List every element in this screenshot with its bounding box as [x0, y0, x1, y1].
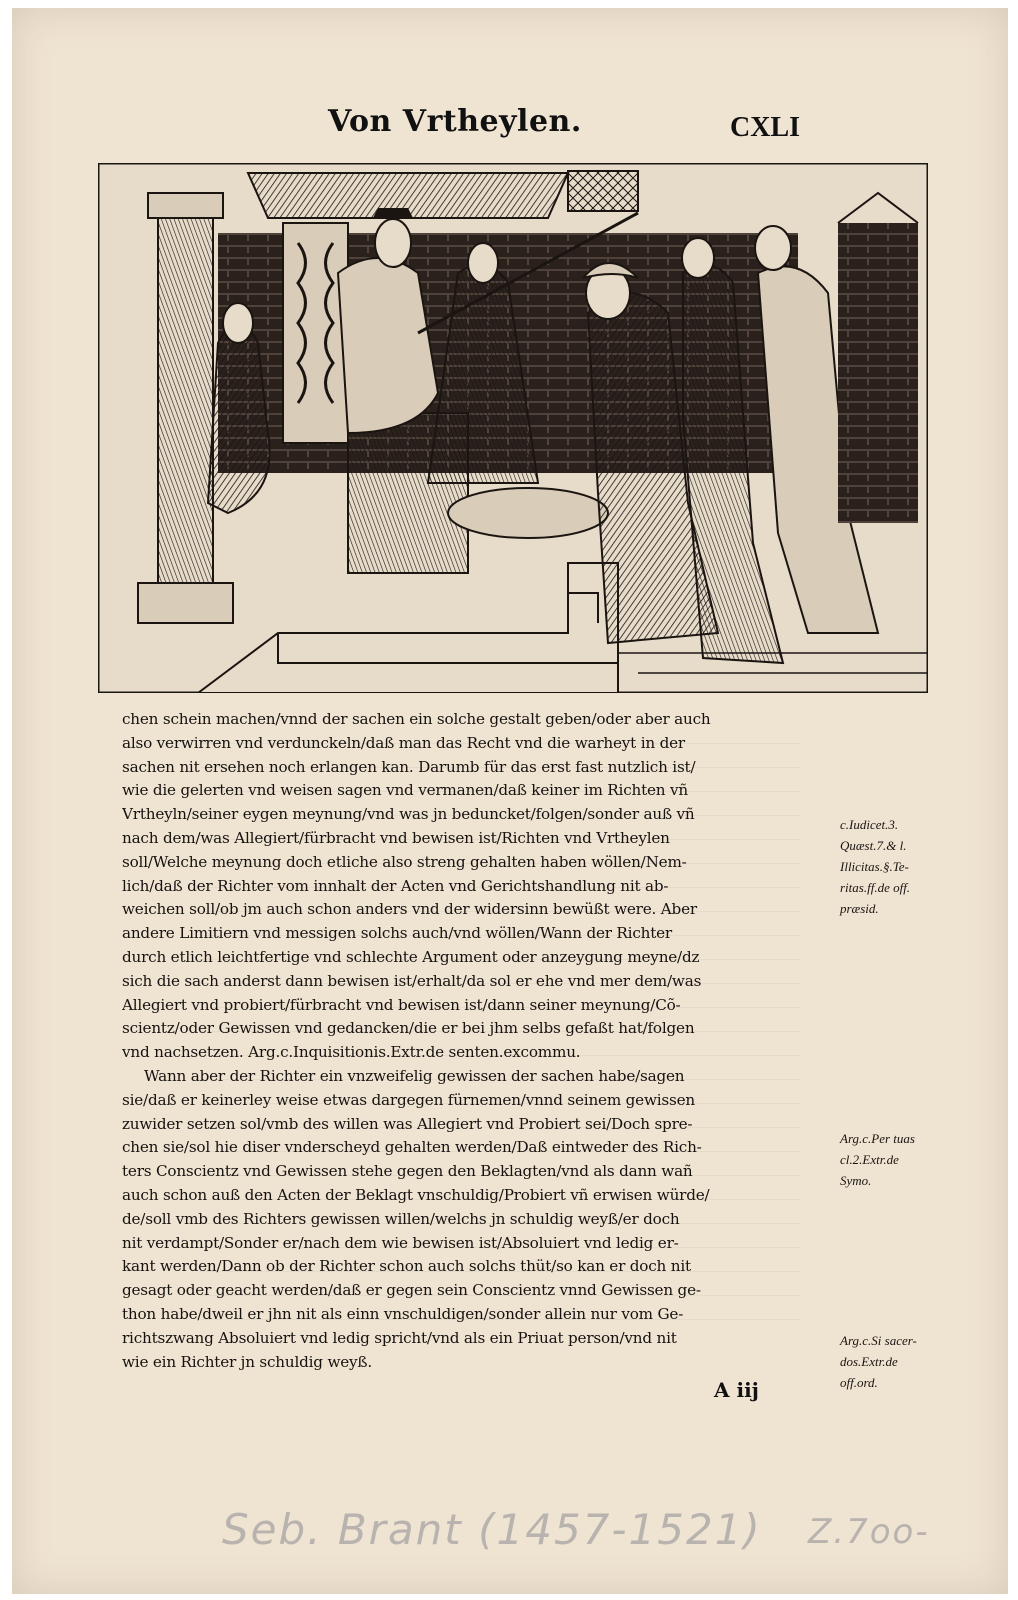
woodcut-icon: [98, 163, 928, 693]
text-line: Wann aber der Richter ein vnzweifelig gewissen der sachen habe/sagen: [144, 1066, 685, 1085]
text-line: wie die gelerten vnd weisen sagen vnd vermanen/daß keiner im Richten vñ: [122, 781, 688, 800]
marginal-gloss-3: [840, 1330, 950, 1393]
text-line: nach dem/was Allegiert/fürbracht vnd bewisen ist/Richten vnd Vrtheylen: [122, 828, 670, 847]
marginal-gloss-2: [840, 1128, 950, 1191]
gloss-line: off.ord.: [840, 1375, 878, 1390]
gloss-line: cl.2.Extr.de: [840, 1152, 899, 1167]
running-head: Von Vrtheylen.: [328, 104, 582, 139]
text-line: wie ein Richter jn schuldig weyß.: [122, 1352, 372, 1371]
gloss-line: Arg.c.Si sacer-: [840, 1333, 917, 1348]
text-line: nit verdampt/Sonder er/nach dem wie bewisen ist/Absoluiert vnd ledig er-: [122, 1233, 679, 1252]
text-line: chen schein machen/vnnd der sachen ein solche gestalt geben/oder aber auch: [122, 710, 711, 728]
text-line: ters Conscientz vnd Gewissen stehe gegen den Beklagten/vnd als dann wañ: [122, 1162, 693, 1181]
text-line: gesagt oder geacht werden/daß er gegen sein Conscientz vnnd Gewissen ge-: [122, 1281, 701, 1300]
text-line: chen sie/sol hie diser vnderscheyd gehalten werden/Daß eintweder des Rich-: [122, 1138, 702, 1157]
gloss-line: Arg.c.Per tuas: [840, 1131, 915, 1146]
text-line: auch schon auß den Acten der Beklagt vnschuldig/Probiert vñ erwisen würde/: [122, 1185, 710, 1204]
gloss-line: c.Iudicet.3.: [840, 817, 899, 832]
text-line: andere Limitiern vnd messigen solchs auch/vnd wöllen/Wann der Richter: [122, 924, 672, 943]
folio-number: CXLI: [730, 112, 801, 143]
signature-mark: A iij: [714, 1378, 759, 1402]
gloss-line: Symo.: [840, 1173, 872, 1188]
text-line: kant werden/Dann ob der Richter schon auch solchs thüt/so kan er doch nit: [122, 1257, 691, 1276]
text-line: weichen soll/ob jm auch schon anders vnd der widersinn bewüßt were. Aber: [122, 900, 697, 919]
text-line: sich die sach anderst dann bewisen ist/erhalt/da sol er ehe vnd mer dem/was: [122, 971, 702, 990]
body-text: [122, 708, 832, 1374]
text-line: Allegiert vnd probiert/fürbracht vnd bewisen ist/dann seiner meynung/Cõ-: [122, 995, 681, 1014]
text-line: de/soll vmb des Richters gewissen willen/welchs jn schuldig weyß/er doch: [122, 1209, 680, 1228]
text-line: vnd nachsetzen. Arg.c.Inquisitionis.Extr.de senten.excommu.: [122, 1043, 581, 1062]
text-line: scientz/oder Gewissen vnd gedancken/die er bei jhm selbs gefaßt hat/folgen: [122, 1019, 695, 1038]
text-line: thon habe/dweil er jhn nit als einn vnschuldigen/sonder allein nur vom Ge-: [122, 1304, 684, 1323]
text-line: Vrtheyln/seiner eygen meynung/vnd was jn beduncket/folgen/sonder auß vñ: [122, 805, 695, 824]
text-line: soll/Welche meynung doch etliche also streng gehalten haben wöllen/Nem-: [122, 852, 687, 871]
gloss-line: Illicitas.§.Te-: [840, 859, 909, 874]
woodcut-illustration: [98, 163, 928, 693]
pencil-reference: Z.7oo-: [808, 1512, 930, 1552]
text-line: sie/daß er keinerley weise etwas dargegen fürnemen/vnnd seinem gewissen: [122, 1090, 695, 1109]
marginal-gloss-1: [840, 814, 950, 919]
text-line: sachen nit ersehen noch erlangen kan. Darumb für das erst fast nutzlich ist/: [122, 757, 696, 776]
text-line: durch etlich leichtfertige vnd schlechte Argument oder anzeygung meyne/dz: [122, 947, 700, 966]
gloss-line: Quæst.7.& l.: [840, 838, 907, 853]
text-line: lich/daß der Richter vom innhalt der Acten vnd Gerichtshandlung nit ab-: [122, 876, 669, 895]
text-line: also verwirren vnd verdunckeln/daß man das Recht vnd die warheyt in der: [122, 733, 685, 752]
gloss-line: ritas.ff.de off.: [840, 880, 911, 895]
text-line: zuwider setzen sol/vmb des willen was Allegiert vnd Probiert sei/Doch spre-: [122, 1114, 693, 1133]
text-line: richtszwang Absoluiert vnd ledig spricht/vnd als ein Priuat person/vnd nit: [122, 1328, 677, 1347]
gloss-line: præsid.: [840, 901, 879, 916]
pencil-annotation: Seb. Brant (1457-1521): [222, 1505, 762, 1554]
gloss-line: dos.Extr.de: [840, 1354, 898, 1369]
